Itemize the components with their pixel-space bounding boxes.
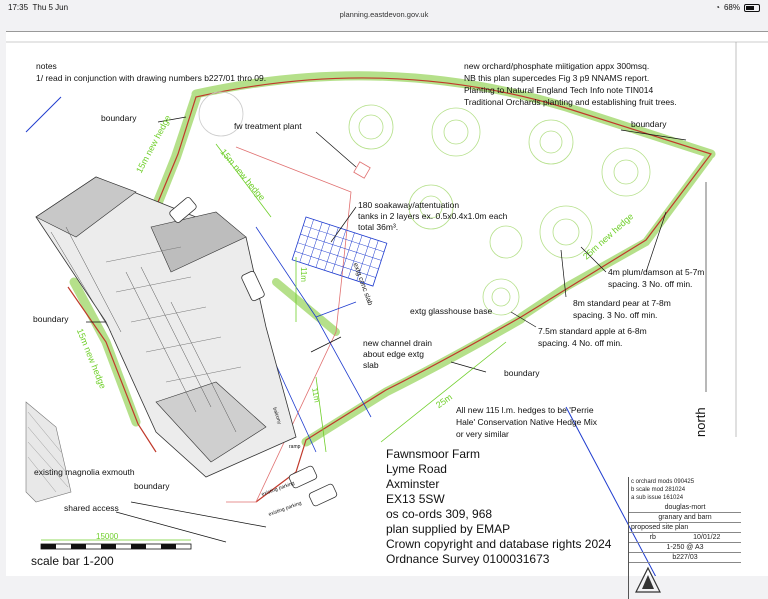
wifi-icon: ◔ [715, 3, 720, 12]
url-bar[interactable]: planning.eastdevon.gov.uk [339, 10, 429, 19]
project: granary and barn [629, 513, 741, 523]
boundary-label: boundary [134, 481, 170, 491]
boundary-label: boundary [504, 368, 540, 378]
glasshouse-label: extg glasshouse base [410, 306, 493, 316]
boundary-label: boundary [631, 119, 667, 129]
neighbour-building [26, 402, 71, 502]
drawing-sheet [6, 31, 768, 576]
revision: a sub issue 161024 [631, 495, 684, 501]
magnolia-label: existing magnolia exmouth [34, 467, 135, 477]
conc-slab-label: extg conc slab [351, 262, 374, 307]
orchard-note: new orchard/phosphate miitigation appx 300msq. NB this plan supercedes Fig 3 p9 NNAMS report. Planting to Natural England Tech Info note TIN014 Traditional Orchards planting and establishing fruit trees. [464, 61, 677, 107]
buildings [36, 177, 296, 477]
boundary-label: boundary [101, 113, 137, 123]
hedge-label: 15m new hedge [134, 113, 173, 175]
client: douglas-mort [629, 503, 741, 513]
site-address: Fawnsmoor Farm Lyme Road Axminster EX13 5SW os co-ords 309, 968 plan supplied by EMAP Crown copyright and database rights 2024 Ordnance Survey 0100031673 [386, 447, 612, 566]
logo-icon [633, 565, 663, 595]
fw-plant-label: fw treatment plant [234, 121, 302, 131]
scale-number: 15000 [96, 532, 119, 541]
hedge-label: 15m new hedge [74, 327, 108, 391]
hedge-label: 25m new hedge [581, 211, 636, 262]
dimension-label: 11m [299, 267, 308, 282]
drawing-date: 10/01/22 [693, 534, 721, 541]
drawn-by: rb [649, 534, 656, 541]
plum-note: 4m plum/damson at 5-7m spacing. 3 No. off min. [608, 267, 705, 289]
parking-label: existing parking [267, 500, 303, 518]
scale-bar [41, 540, 191, 549]
drawing-number: b227/03 [629, 553, 741, 563]
balcony-label: balcony [271, 406, 283, 425]
ramp-label: ramp [289, 444, 301, 450]
blue-line [26, 97, 61, 132]
status-battery: ◔ 68% [715, 3, 760, 12]
notes-line: 1/ read in conjunction with drawing numbers b227/01 thro 09. [36, 73, 267, 83]
apple-note: 7.5m standard apple at 6-8m spacing. 4 No. off min. [538, 326, 647, 348]
hedge-label: 15m new hedge [218, 147, 268, 203]
pear-note: 8m standard pear at 7-8m spacing. 3 No. off min. [573, 298, 671, 320]
dimension-label: 11m [310, 387, 322, 404]
parking-label: existing parking [260, 480, 296, 498]
north-label: north [693, 407, 708, 437]
shared-access-label: shared access [64, 503, 119, 513]
drawing-scale: 1-250 @ A3 [629, 543, 741, 553]
boundary-label: boundary [33, 314, 69, 324]
soakaway-note: 180 soakaway/attentuation tanks in 2 layers ex. 0.5x0.4x1.0m each total 36m³. [358, 200, 508, 232]
scale-label: scale bar 1-200 [31, 554, 114, 568]
revision: c orchard mods 090425 [631, 479, 695, 485]
drawing-title: proposed site plan [629, 523, 741, 533]
title-block [628, 477, 741, 599]
hedge-label: 25m [434, 391, 455, 411]
logo-area [629, 563, 741, 599]
notes-title: notes [36, 61, 57, 71]
hedge-mix-note: All new 115 l.m. hedges to be 'Perrie Hale' Conservation Native Hedge Mix or very similar [456, 405, 597, 439]
drain-note: new channel drain about edge extg slab [363, 338, 432, 370]
revision: b scale mod 281024 [631, 487, 686, 493]
status-time: 17:35 Thu 5 Jun [8, 3, 69, 12]
